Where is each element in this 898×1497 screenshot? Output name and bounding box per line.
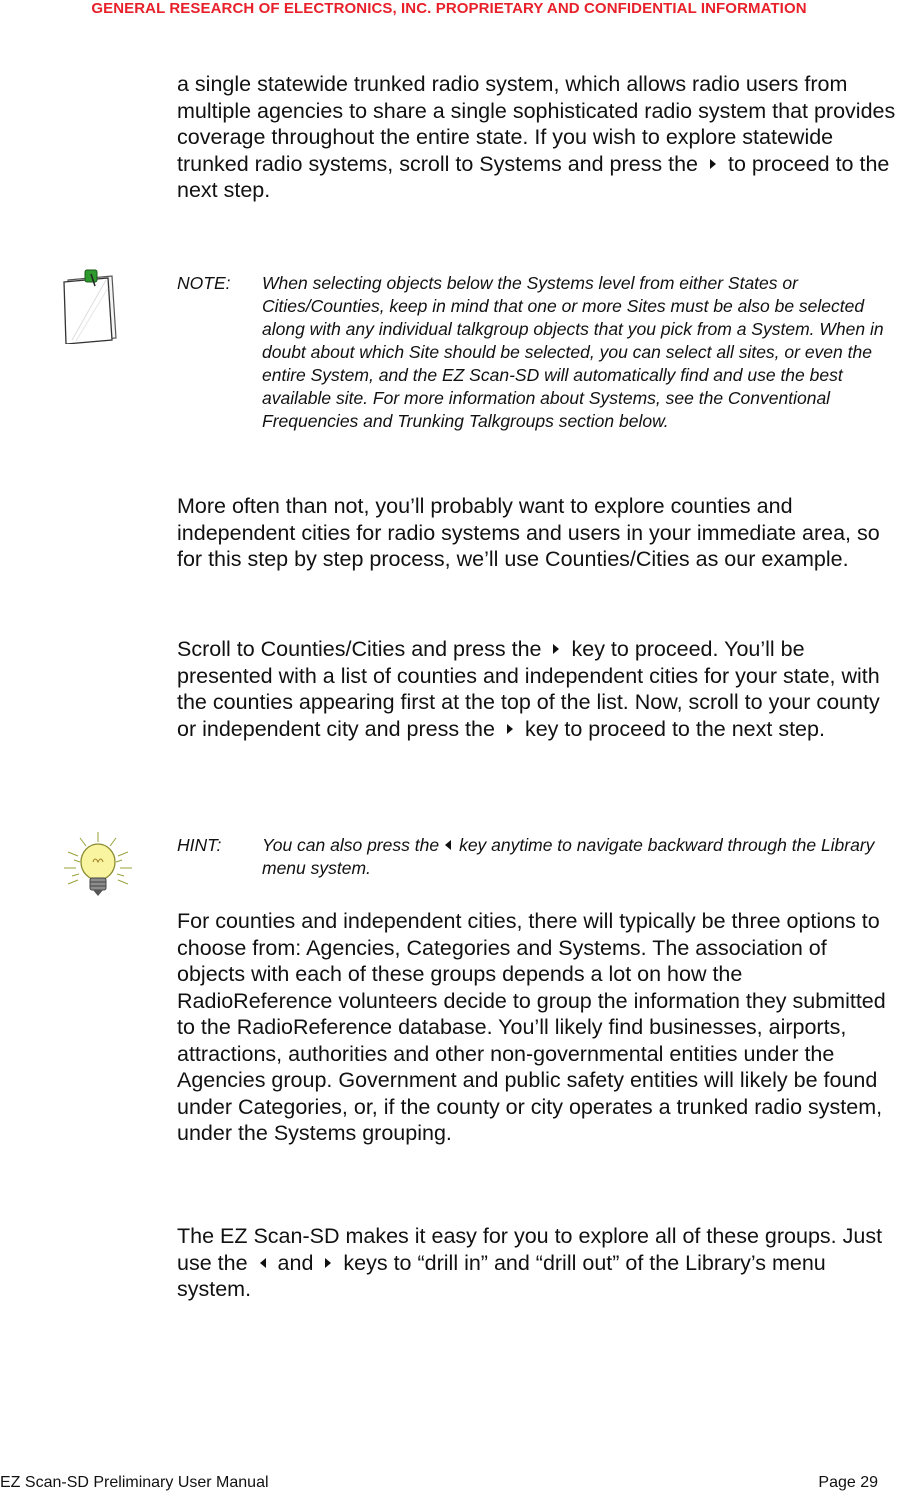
paragraph-text: The EZ Scan-SD makes it easy for you to explore all of these groups. Just use the [177,1224,883,1275]
paragraph-statewide-systems [177,71,898,204]
paragraph-text: keys to “drill in” and “drill out” of the Library’s menu system. [177,1250,826,1301]
paragraph-scroll-counties [177,636,898,742]
paragraph-text: key to proceed to the next step. [524,716,825,741]
lightbulb-icon [62,830,134,902]
paragraph-text: Scroll to Counties/Cities and press the [177,637,542,661]
right-arrow-key-icon [507,724,513,734]
paragraph-text: key to proceed. You’ll be presented with a list of counties and independent cities for your state, with the counties appearing first at the top of the list. Now, scroll to your county or independent city and press the [177,637,880,741]
paragraph-drill-in-out [177,1223,898,1303]
paragraph-counties-intro: More often than not, you’ll probably want to explore counties and independent cities for radio systems and users in your immediate area, so for this step by step process, we’ll use Counties/Cities as our example. [177,494,880,571]
paragraph-text: to proceed to the next step. [177,151,890,202]
hint-label: HINT: [177,835,222,855]
notepad-icon [62,268,120,344]
hint-text-part: You can also press the [262,835,440,855]
left-arrow-key-icon [445,840,451,850]
hint-text [262,834,898,880]
paragraph-text: and [277,1250,314,1275]
note-label: NOTE: [177,273,231,293]
note-text: When selecting objects below the Systems level from either States or Cities/Counties, keep in mind that one or more Sites must be also be selected along with any individual talkgroup objects that you pick from a System. When in doubt about which Site should be selected, you can select all sites, or even the entire System, and the EZ Scan-SD will automatically find and use the best available site. For more information about Systems, see the Conventional Frequencies and Trunking Talkgroups section below. [262,273,884,431]
paragraph-text: a single statewide trunked radio system, which allows radio users from multiple agencies to share a single sophisticated radio system that provides coverage throughout the entire state. If you wish to explore statewide trunked radio systems, scroll to Systems and press the [177,72,896,176]
hint-text-part: key anytime to navigate backward through the Library menu system. [262,835,875,878]
right-arrow-key-icon [710,159,716,169]
left-arrow-key-icon [260,1258,266,1268]
confidential-header: GENERAL RESEARCH OF ELECTRONICS, INC. PROPRIETARY AND CONFIDENTIAL INFORMATION [91,0,807,17]
right-arrow-key-icon [325,1258,331,1268]
right-arrow-key-icon [553,644,559,654]
footer-manual-title: EZ Scan-SD Preliminary User Manual [0,1474,269,1491]
footer-page-number: Page 29 [818,1474,878,1491]
paragraph-agencies-categories-systems: For counties and independent cities, there will typically be three options to choose from: Agencies, Categories and Systems. The association of objects with each of these groups depends a lot on how the RadioReference volunteers decide to group the information they submitted to the RadioReference database. You’ll likely find businesses, airports, attractions, authorities and other non-governmental entities under the Agencies group. Government and public safety entities will likely be found under Categories, or, if the county or city operates a trunked radio system, under the Systems grouping. [177,909,886,1145]
